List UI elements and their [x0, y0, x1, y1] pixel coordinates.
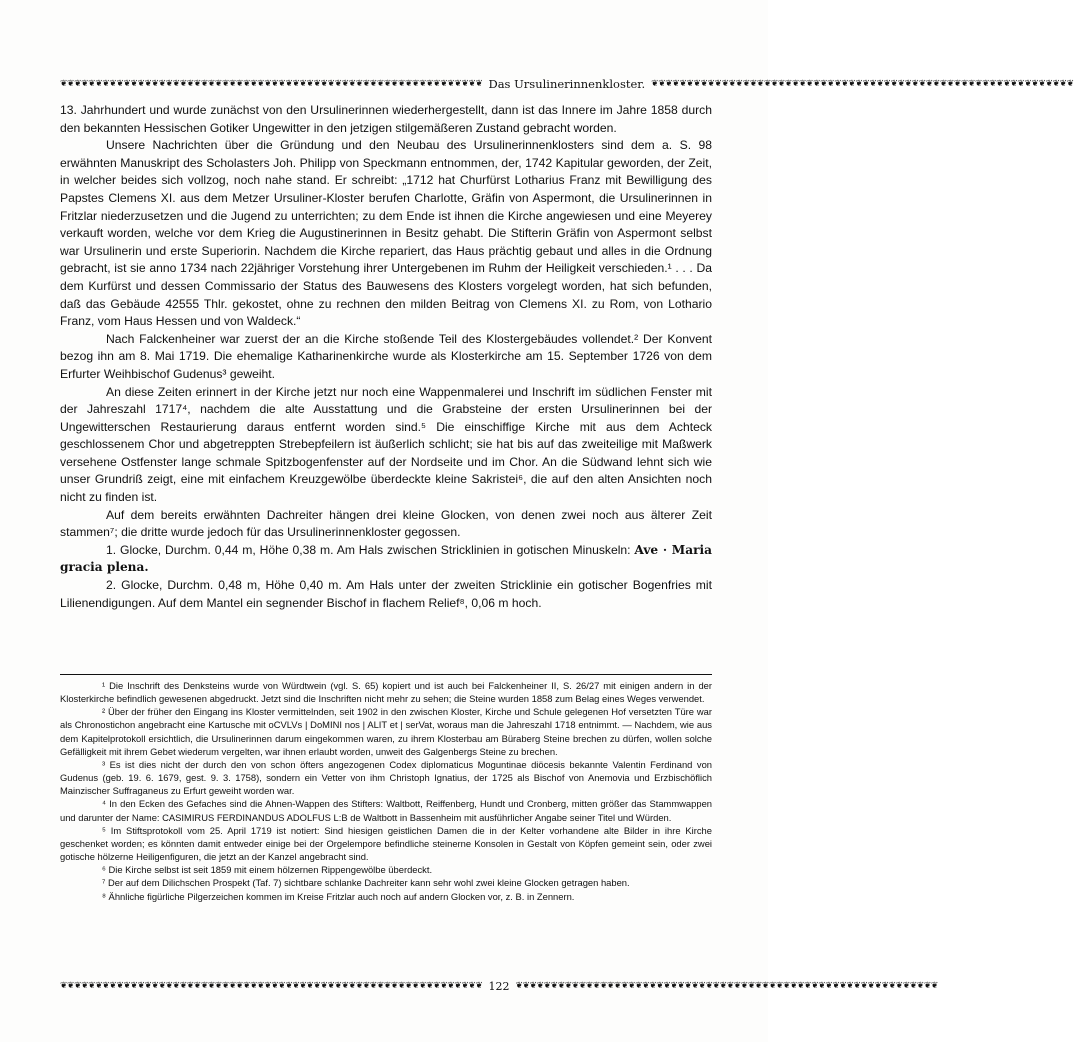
footnote-4: ⁴ In den Ecken des Gefaches sind die Ahnen-Wappen des Stifters: Waltbott, Reiffenberg, Hundt und Cronberg, mitten größer das Stammwappen und darunter der Name: CASIMIRUS FERDINANDUS ADOLFUS L:B de Waltbott in Bassenheim mit ausführlicher Angabe seiner Titel und Würden. — [60, 798, 712, 823]
right-ornament-band: ❦❦❦❦❦❦❦❦❦❦❦❦❦❦❦❦❦❦❦❦❦❦❦❦❦❦❦❦❦❦❦❦❦❦❦❦❦❦❦❦❦❦❦❦❦❦❦❦❦❦❦❦❦❦❦❦❦❦❦❦ — [651, 79, 1074, 89]
paragraph-continuation: 13. Jahrhundert und wurde zunächst von den Ursulinerinnen wiederhergestellt, dann ist das Innere im Jahre 1858 durch den bekannten Hessischen Gotiker Ungewitter in den jetzigen stilgemäßeren Zustand gebracht worden. — [60, 103, 712, 135]
footer-right-ornament-band: ❦❦❦❦❦❦❦❦❦❦❦❦❦❦❦❦❦❦❦❦❦❦❦❦❦❦❦❦❦❦❦❦❦❦❦❦❦❦❦❦❦❦❦❦❦❦❦❦❦❦❦❦❦❦❦❦❦❦❦❦ — [515, 981, 938, 991]
footnote-7: ⁷ Der auf dem Dilichschen Prospekt (Taf. 7) sichtbare schlanke Dachreiter kann sehr wohl zwei kleine Glocken getragen haben. — [102, 877, 630, 889]
paragraph-founding: Unsere Nachrichten über die Gründung und den Neubau des Ursulinerinnenklosters sind dem a. S. 98 erwähnten Manuskript des Scholasters Joh. Philipp von Speckmann entnommen, der, 1742 Kapitular geworden, der Zeit, in welcher beides sich vollzog, noch nahe stand. Er schreibt: „1712 hat Churfürst Lotharius Franz mit Bewilligung des Papstes Clemens XI. aus dem Metzer Ursuliner-Kloster berufen Charlotte, Gräfin von Aspermont, die Ursulinerinnen in Fritzlar niederzusetzen und die Jugend zu unterrichten; zu dem Ende ist ihnen die Kirche angewiesen und eine Meyerey verkauft worden, welche vor dem Krieg die Augustinerinnen in Besitz gehabt. Die Stifterin Gräfin von Aspermont selbst war Ursulinerin und erste Superiorin. Nachdem die Kirche repariert, das Haus prächtig gebaut und alles in die Ordnung gebracht, ist sie anno 1734 nach 22jähriger Vorstehung ihrer Untergebenen im Ruhm der Heiligkeit verschieden.¹ . . . Da dem Kurfürst und dessen Commissario der Status des Bauwesens des Klosters vorgelegt worden, hat sich befunden, daß das Gebäude 42555 Thlr. gekostet, ohne zu rechnen den milden Beitrag von Clemens XI. zu Rom, von Lothario Franz, vom Haus Hessen und von Waldeck.“ — [60, 138, 712, 329]
page-number: 122 — [488, 979, 510, 993]
left-ornament-band: ❦❦❦❦❦❦❦❦❦❦❦❦❦❦❦❦❦❦❦❦❦❦❦❦❦❦❦❦❦❦❦❦❦❦❦❦❦❦❦❦❦❦❦❦❦❦❦❦❦❦❦❦❦❦❦❦❦❦❦❦ — [60, 79, 483, 89]
footnote-6: ⁶ Die Kirche selbst ist seit 1859 mit einem hölzernen Rippengewölbe überdeckt. — [102, 864, 433, 876]
main-text — [60, 102, 712, 612]
running-title: Das Ursulinerinnenkloster. — [488, 77, 646, 91]
page-footer — [60, 978, 938, 994]
bell-1-inscription: Ave · Maria gracia plena. — [60, 542, 712, 575]
paragraph-church-description: An diese Zeiten erinnert in der Kirche jetzt nur noch eine Wappenmalerei und Inschrift im südlichen Fenster mit der Jahreszahl 1717⁴, nachdem die alte Ausstattung und die Grabsteine der ersten Ursulinerinnen bei der Ungewitterschen Restaurierung daraus entfernt worden sind.⁵ Die einschiffige Kirche mit aus dem Achteck geschlossenem Chor und abgetreppten Strebepfeilern ist äußerlich schlicht; sie hat bis auf das zweiteilige mit Maßwerk versehene Ostfenster lange schmale Spitzbogenfenster auf der Nordseite und im Chor. An die Südwand lehnt sich wie unser Grundriß zeigt, eine mit einfachem Kreuzgewölbe überdeckte kleine Sakristei⁶, die auf den alten Ansichten noch nicht zu finden ist. — [60, 384, 712, 505]
footnote-8: ⁸ Ähnliche figürliche Pilgerzeichen kommen im Kreise Fritzlar auch noch auf andern Glocken vor, z. B. in Zennern. — [102, 890, 575, 902]
bell-2-description: 2. Glocke, Durchm. 0,48 m, Höhe 0,40 m. Am Hals unter der zweiten Stricklinie ein gotischer Bogenfries mit Lilienendigungen. Auf dem Mantel ein segnender Bischof in flachem Relief⁸, 0,06 m hoch. — [60, 578, 712, 610]
paragraph-convent: Nach Falckenheiner war zuerst der an die Kirche stoßende Teil des Klostergebäudes vollendet.² Der Konvent bezog ihn am 8. Mai 1719. Die ehemalige Katharinenkirche wurde als Klosterkirche am 15. September 1726 von dem Erfurter Weihbischof Gudenus³ geweiht. — [60, 331, 712, 381]
footnotes — [60, 679, 712, 903]
footnote-3: ³ Es ist dies nicht der durch den von schon öfters angezogenen Codex diplomaticus Moguntinae diöcesis bekannte Valentin Ferdinand von Gudenus (geb. 19. 6. 1679, gest. 9. 3. 1758), sondern ein Vetter von ihm Christoph Ignatius, der 1725 als Bischof von Anemovia und Erzbischöflich Mainzischer Suffraganeus zu Erfurt geweiht worden war. — [60, 758, 712, 797]
footer-left-ornament-band: ❦❦❦❦❦❦❦❦❦❦❦❦❦❦❦❦❦❦❦❦❦❦❦❦❦❦❦❦❦❦❦❦❦❦❦❦❦❦❦❦❦❦❦❦❦❦❦❦❦❦❦❦❦❦❦❦❦❦❦❦ — [60, 981, 483, 991]
footnote-separator-rule — [60, 674, 712, 675]
footnote-2: ² Über der früher den Eingang ins Kloster vermittelnden, seit 1902 in den zwischen Kloster, Kirche und Schule gelegenen Hof versetzten Türe war als Chronostichon angebracht eine Kartusche mit oCVLVs | DoMINI nos | ALIT et | serVat, woraus man die Jahreszahl 1718 entnimmt. — Nachdem, wie aus dem Kapitelprotokoll ersichtlich, die Ursulinerinnen darum eingekommen waren, zu ihrem Klosterbau am Büraberg Steine brechen zu dürfen, wollen solche Gefälligkeit mit ihrem Gebet wiederum vergelten, war ihnen erlaubt worden, unweit des Galgenbergs Steine zu brechen. — [60, 706, 712, 757]
bell-1-description — [60, 542, 712, 577]
footnote-5: ⁵ Im Stiftsprotokoll vom 25. April 1719 ist notiert: Sind hiesigen geistlichen Damen die in der Kelter vorhandene alte Bilder in ihre Kirche geschenket worden; es könnten damit entweder einige bei der Orgelempore befindliche steinerne Konsolen in Gestalt von Köpfen gemeint sein, oder zwei gotische hölzerne Heiligenfiguren, die jetzt an der Kanzel angebracht sind. — [60, 824, 712, 863]
footnote-1: ¹ Die Inschrift des Denksteins wurde von Würdtwein (vgl. S. 65) kopiert und ist auch bei Falckenheiner II, S. 26/27 mit einigen andern in der Klosterkirche befindlich gewesenen abgedruckt. Jetzt sind die Inschriften nicht mehr zu sehen; die Steine wurden 1858 zum Belag eines Weges verwendet. — [60, 680, 712, 705]
running-header — [60, 76, 1074, 92]
bell-1-text: 1. Glocke, Durchm. 0,44 m, Höhe 0,38 m. Am Hals zwischen Stricklinien in gotischen Minuskeln: — [106, 542, 631, 557]
paragraph-bells-intro: Auf dem bereits erwähnten Dachreiter hängen drei kleine Glocken, von denen zwei noch aus älterer Zeit stammen⁷; die dritte wurde jedoch für das Ursulinerinnenkloster gegossen. — [60, 507, 712, 540]
